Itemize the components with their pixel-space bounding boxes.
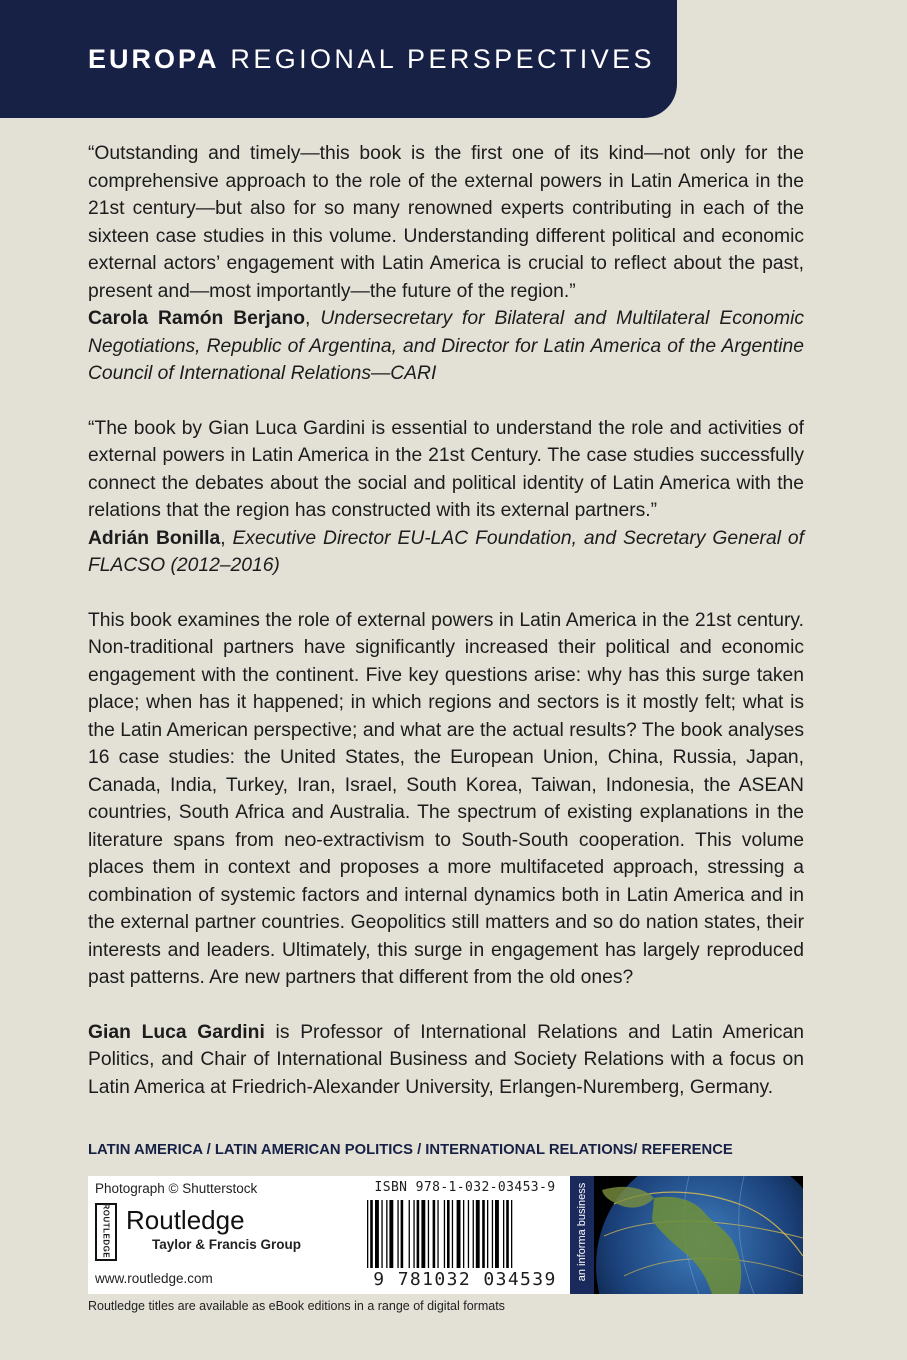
quote-2-attribution: Adrián Bonilla, Executive Director EU-LAC Foundation, and Secretary General of FLACSO (2012–2016) [88,527,804,576]
logo-mark-text: ROUTLEDGE [101,1203,111,1259]
quote-1-attribution: Carola Ramón Berjano, Undersecretary for Bilateral and Multilateral Economic Negotiations, Republic of Argentina, and Director for Latin America of the Argentine Council of International Relations—CARI [88,308,804,384]
informa-strip [570,1176,594,1294]
quote-2-text: “The book by Gian Luca Gardini is essential to understand the role and activities of external powers in Latin America in the 21st Century. The case studies successfully connect the debates about the social and political identity of Latin America with the relations that the region has constructed with its external partners.” [88,417,804,521]
series-header-band [0,0,677,118]
ebook-note: Routledge titles are available as eBook editions in a range of digital formats [88,1299,505,1313]
back-cover-text [88,140,804,1101]
barcode-icon [367,1200,563,1268]
quote-1-text: “Outstanding and timely—this book is the first one of its kind—not only for the comprehensive approach to the role of the external powers in Latin America in the 21st century—but also for so many renowned experts contributing in each of the sixteen case studies in this volume. Understanding different political and economic external actors’ engagement with Latin America is crucial to reflect about the past, present and—most importantly—the future of the region.” [88,143,804,302]
isbn-barcode [365,1180,565,1292]
routledge-logo-icon [95,1203,117,1261]
photo-credit: Photograph © Shutterstock [95,1181,258,1196]
imprint-box [88,1176,803,1294]
series-title-rest: REGIONAL PERSPECTIVES [230,44,655,74]
informa-text: an informa business [576,1182,588,1282]
author-name: Gian Luca Gardini [88,1021,265,1043]
quote-2-author: Adrián Bonilla [88,527,221,549]
series-title-bold: EUROPA [88,44,220,74]
quote-1-author: Carola Ramón Berjano [88,308,306,329]
author-bio-text: is Professor of International Relations and Latin American Politics, and Chair of International Business and Society Relations with a focus on Latin America at Friedrich-Alexander University, Erlangen-Nuremberg, Germany. [88,1021,804,1098]
subject-categories: LATIN AMERICA / LATIN AMERICAN POLITICS / INTERNATIONAL RELATIONS/ REFERENCE [88,1142,733,1158]
globe-image [570,1176,803,1294]
publisher-group: Taylor & Francis Group [152,1237,302,1252]
barcode-digits: 9 781032 034539 [373,1269,557,1290]
publisher-name: Routledge [126,1205,245,1235]
quote-2-role: Executive Director EU-LAC Foundation, and Secretary General of FLACSO (2012–2016) [88,527,804,576]
series-title [88,44,655,75]
book-description: This book examines the role of external powers in Latin America in the 21st century. Non-traditional partners have significantly increased their political and economic engagement with the continent. Five key questions arise: why has this surge taken place; when has it happened; in which regions and sectors is it mostly felt; what is the Latin American perspective; and what are the actual results? The book analyses 16 case studies: the United States, the European Union, China, Russia, Japan, Canada, India, Turkey, Iran, Israel, South Korea, Taiwan, Indonesia, the ASEAN countries, South Africa and Australia. The spectrum of existing explanations in the literature spans from neo-extractivism to South-South cooperation. This volume places them in context and proposes a more multifaceted approach, stressing a combination of systemic factors and internal dynamics both in Latin America and in the external partner countries. Geopolitics still matters and so do nation states, their interests and leaders. Ultimately, this surge in engagement has largely reproduced past patterns. Are new partners that different from the old ones? [88,609,804,988]
quote-1-role: Undersecretary for Bilateral and Multilateral Economic Negotiations, Republic of Argentina, and Director for Latin America of the Argentine Council of International Relations—CARI [88,308,804,384]
globe-icon [594,1176,803,1294]
publisher-url: www.routledge.com [95,1271,213,1286]
author-bio [88,1019,804,1102]
isbn-text: ISBN 978-1-032-03453-9 [374,1180,556,1195]
